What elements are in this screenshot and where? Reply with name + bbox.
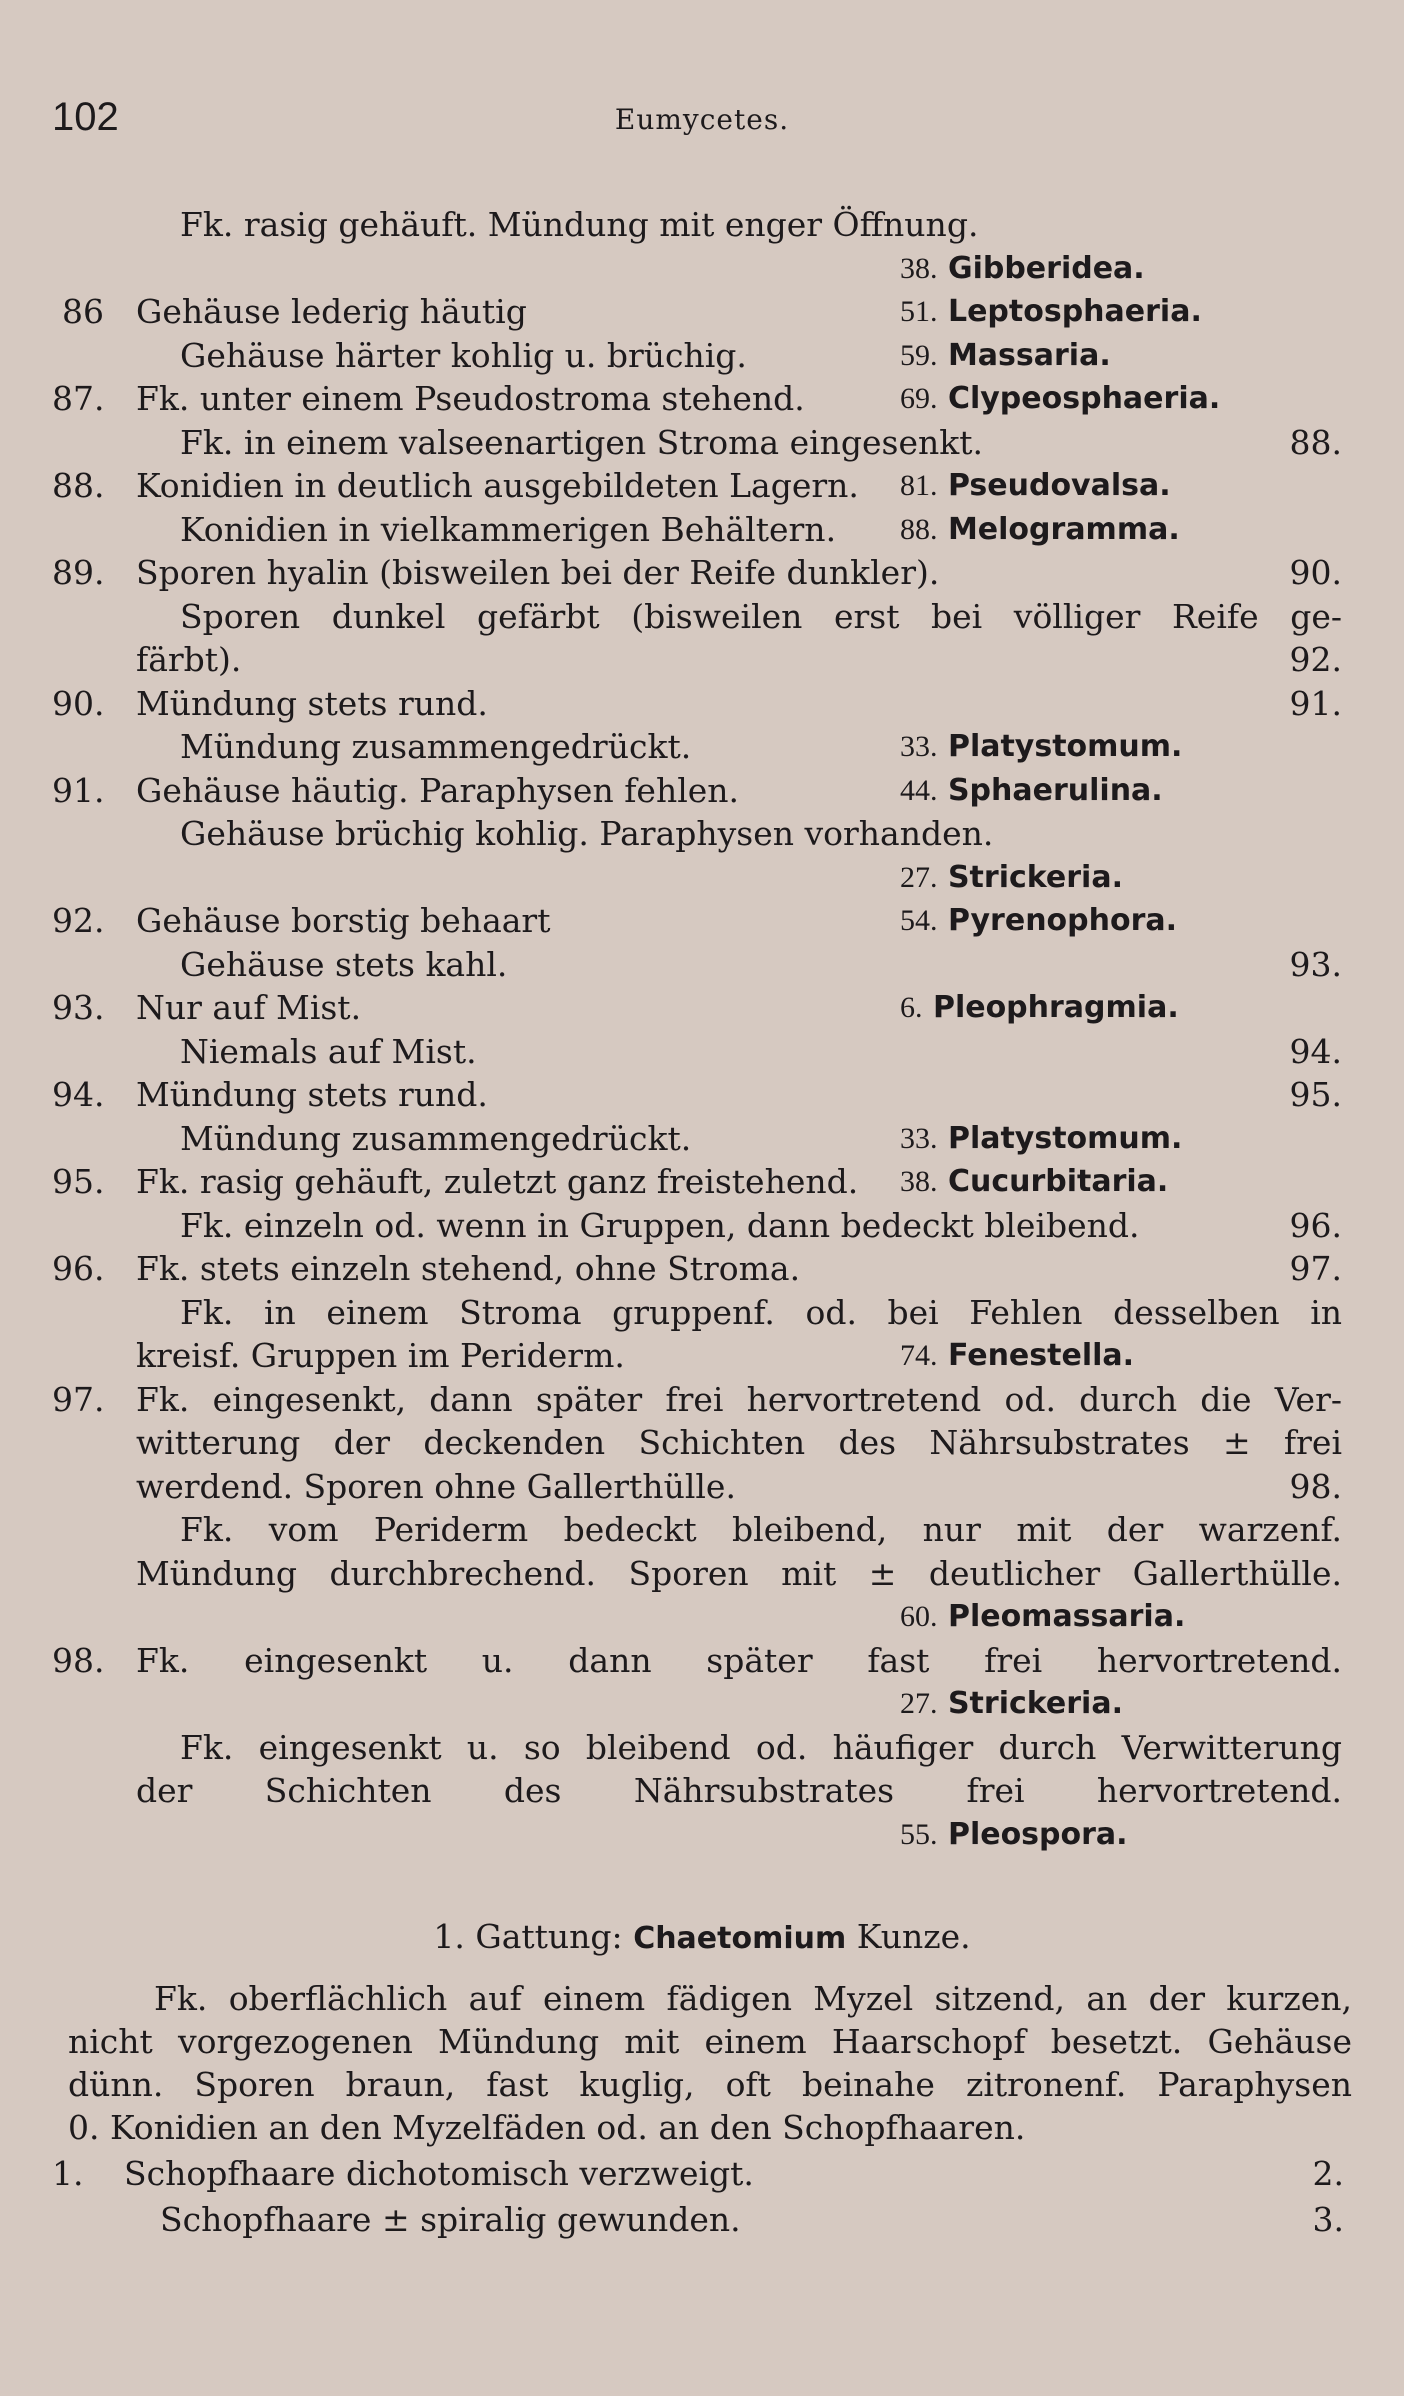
key-line [0, 1161, 1404, 1203]
key-lead-number: 93. [1289, 944, 1342, 984]
genus-reference [900, 1596, 1185, 1638]
key-line [0, 683, 1404, 725]
genus-reference-name: Strickeria. [947, 1686, 1123, 1721]
key-text: Mündung zusammengedrückt. [180, 1118, 692, 1158]
genus-reference-name: Clypeosphaeria. [947, 381, 1221, 416]
subkey-lead: 3. [1312, 2200, 1344, 2239]
key-text: Niemals auf Mist. [180, 1031, 477, 1071]
description-line: Fk. oberflächlich auf einem fädigen Myzel sitzend, an der kurzen, [154, 1979, 1352, 2018]
genus-reference-number: 51. [900, 295, 938, 328]
subkey-lead: 2. [1312, 2154, 1344, 2193]
key-text: Gehäuse borstig behaart [136, 901, 551, 940]
key-text: Mündung stets rund. [136, 683, 488, 723]
genus-reference-name: Platystomum. [947, 1120, 1183, 1156]
key-text: Fk. rasig gehäuft. Mündung mit enger Öffnung. [180, 205, 979, 244]
genus-reference-name: Strickeria. [947, 859, 1123, 895]
key-line [0, 204, 1404, 246]
genus-reference-name: Gibberidea. [947, 250, 1145, 286]
page-header [0, 95, 1404, 145]
genus-heading-prefix: 1. Gattung: [433, 1917, 623, 1956]
key-line [0, 552, 1404, 594]
genus-reference-number: 74. [900, 1339, 938, 1372]
key-text: Gehäuse stets kahl. [180, 944, 508, 984]
key-text: Fk. in einem valseenartigen Stroma eingesenkt. [180, 422, 984, 462]
genus-heading-author: Kunze. [856, 1917, 971, 1956]
key-couplet-number: 97. [52, 1379, 105, 1419]
key-text: Konidien in deutlich ausgebildeten Lagern. [136, 466, 859, 505]
key-line [0, 857, 1404, 899]
key-couplet-number: 86 [62, 292, 104, 331]
key-line [0, 1335, 1404, 1377]
key-line [0, 639, 1404, 681]
key-text: Fk. vom Periderm bedeckt bleibend, nur mit der warzenf. [180, 1510, 1342, 1549]
genus-reference [900, 291, 1202, 333]
key-couplet-number: 91. [52, 770, 105, 810]
key-line [0, 509, 1404, 551]
key-text: Fk. eingesenkt u. dann später fast frei hervortretend. [136, 1640, 1342, 1680]
genus-reference [900, 509, 1180, 551]
key-text: werdend. Sporen ohne Gallerthülle. [136, 1466, 736, 1506]
subkey-text: Schopfhaare ± spiralig gewunden. [160, 2200, 741, 2239]
genus-reference [900, 726, 1182, 768]
key-text: Fk. stets einzeln stehend, ohne Stroma. [136, 1249, 801, 1288]
key-text: Fk. einzeln od. wenn in Gruppen, dann bedeckt bleibend. [180, 1205, 1140, 1245]
key-text: färbt). [136, 640, 242, 679]
key-text: Mündung zusammengedrückt. [180, 727, 692, 766]
genus-reference [900, 465, 1171, 507]
key-couplet-number: 92. [52, 901, 105, 940]
subkey-text: Schopfhaare dichotomisch verzweigt. [124, 2154, 754, 2193]
description-line: 0. Konidien an den Myzelfäden od. an den Schopfhaaren. [68, 2108, 1026, 2147]
key-couplet-number: 95. [52, 1162, 105, 1201]
key-lead-number: 92. [1289, 640, 1342, 679]
genus-reference-number: 27. [900, 1687, 938, 1720]
key-text: Sporen hyalin (bisweilen bei der Reife dunkler). [136, 553, 940, 592]
genus-reference-name: Sphaerulina. [947, 772, 1163, 808]
key-text: Fk. unter einem Pseudostroma stehend. [136, 379, 805, 418]
genus-reference-name: Fenestella. [947, 1338, 1135, 1373]
genus-reference [900, 335, 1111, 377]
genus-reference-number: 54. [900, 904, 938, 937]
subkey-line [0, 2199, 1404, 2241]
genus-reference-number: 44. [900, 773, 938, 807]
subkey-line [0, 2153, 1404, 2195]
key-couplet-number: 96. [52, 1249, 105, 1288]
page-number: 102 [52, 95, 119, 139]
key-text: Konidien in vielkammerigen Behältern. [180, 509, 837, 549]
key-text: Mündung stets rund. [136, 1075, 488, 1114]
key-line [0, 1205, 1404, 1247]
genus-reference-number: 81. [900, 469, 938, 502]
key-lead-number: 88. [1289, 422, 1342, 462]
key-line [0, 1118, 1404, 1160]
key-text: Fk. eingesenkt u. so bleibend od. häufiger durch Verwitterung [180, 1727, 1342, 1767]
key-text: Fk. in einem Stroma gruppenf. od. bei Fehlen desselben in [180, 1292, 1342, 1332]
genus-reference-number: 55. [900, 1817, 938, 1851]
key-lead-number: 94. [1289, 1031, 1342, 1071]
genus-reference-number: 88. [900, 512, 938, 546]
key-text: Fk. eingesenkt, dann später frei hervortretend od. durch die Ver- [136, 1379, 1342, 1419]
key-line [0, 1770, 1404, 1812]
genus-reference-name: Pyrenophora. [947, 903, 1178, 938]
key-lead-number: 90. [1289, 553, 1342, 592]
key-text: Sporen dunkel gefärbt (bisweilen erst bei völliger Reife ge- [180, 596, 1342, 636]
key-line [0, 378, 1404, 420]
genus-reference-number: 60. [900, 1600, 938, 1633]
key-text: Nur auf Mist. [136, 988, 362, 1027]
key-lead-number: 96. [1289, 1205, 1342, 1245]
key-line [0, 1422, 1404, 1464]
key-couplet-number: 87. [52, 379, 105, 418]
key-text: Mündung durchbrechend. Sporen mit ± deutlicher Gallerthülle. [136, 1553, 1342, 1593]
key-line [0, 335, 1404, 377]
key-line [0, 596, 1404, 638]
key-text: Gehäuse häutig. Paraphysen fehlen. [136, 770, 740, 810]
description-line: dünn. Sporen braun, fast kuglig, oft beinahe zitronenf. Paraphysen [68, 2065, 1352, 2104]
genus-reference-name: Pleomassaria. [947, 1599, 1186, 1634]
key-line [0, 900, 1404, 942]
genus-reference [900, 378, 1220, 420]
genus-reference-number: 27. [900, 860, 938, 894]
key-text: kreisf. Gruppen im Periderm. [136, 1336, 625, 1375]
key-line [0, 1292, 1404, 1334]
key-couplet-number: 98. [52, 1640, 105, 1680]
key-couplet-number: 89. [52, 553, 105, 592]
key-line [0, 1031, 1404, 1073]
key-text: Gehäuse lederig häutig [136, 292, 527, 331]
key-line [0, 1640, 1404, 1682]
key-line [0, 1509, 1404, 1551]
genus-reference-number: 59. [900, 338, 938, 372]
genus-reference-number: 33. [900, 1121, 938, 1155]
genus-reference [900, 857, 1123, 899]
key-lead-number: 97. [1289, 1249, 1342, 1288]
key-text: der Schichten des Nährsubstrates frei hervortretend. [136, 1771, 1342, 1810]
key-line [0, 422, 1404, 464]
genus-description [68, 1977, 1352, 2149]
genus-reference-number: 69. [900, 382, 938, 415]
key-line [0, 987, 1404, 1029]
key-text: Gehäuse härter kohlig u. brüchig. [180, 335, 747, 375]
genus-reference [900, 248, 1145, 290]
running-title: Eumycetes. [614, 103, 790, 136]
key-couplet-number: 93. [52, 988, 105, 1027]
genus-reference-name: Platystomum. [947, 729, 1183, 764]
genus-reference [900, 987, 1179, 1029]
key-line [0, 1248, 1404, 1290]
subkey-number: 1. [52, 2154, 84, 2193]
genus-reference [900, 900, 1177, 942]
genus-heading-name: Chaetomium [633, 1921, 847, 1956]
key-line [0, 1727, 1404, 1769]
key-line [0, 726, 1404, 768]
genus-reference-number: 38. [900, 251, 938, 285]
genus-reference-name: Pleophragmia. [932, 990, 1179, 1025]
key-line [0, 944, 1404, 986]
key-couplet-number: 90. [52, 683, 105, 723]
genus-reference-number: 6. [900, 991, 923, 1024]
key-lead-number: 95. [1289, 1075, 1342, 1114]
genus-reference-number: 38. [900, 1165, 938, 1198]
key-line [0, 248, 1404, 290]
key-lead-number: 98. [1289, 1466, 1342, 1506]
genus-reference-name: Leptosphaeria. [947, 294, 1202, 329]
genus-reference [900, 1683, 1123, 1725]
key-couplet-number: 88. [52, 466, 105, 505]
genus-reference [900, 1335, 1134, 1377]
description-line: nicht vorgezogenen Mündung mit einem Haarschopf besetzt. Gehäuse [68, 2022, 1352, 2061]
genus-reference [900, 1118, 1182, 1160]
genus-reference-name: Pleospora. [947, 1816, 1128, 1852]
genus-reference-name: Pseudovalsa. [947, 468, 1171, 503]
genus-reference-name: Melogramma. [947, 511, 1180, 547]
key-line [0, 1596, 1404, 1638]
key-couplet-number: 94. [52, 1075, 105, 1114]
genus-reference-number: 33. [900, 730, 938, 763]
key-line [0, 1553, 1404, 1595]
genus-reference-name: Cucurbitaria. [947, 1164, 1169, 1199]
genus-reference [900, 1161, 1168, 1203]
key-text: Gehäuse brüchig kohlig. Paraphysen vorhanden. [180, 814, 994, 853]
key-line [0, 1814, 1404, 1856]
genus-reference [900, 770, 1163, 812]
key-line [0, 813, 1404, 855]
key-line [0, 465, 1404, 507]
key-line [0, 291, 1404, 333]
key-lead-number: 91. [1289, 683, 1342, 723]
key-line [0, 770, 1404, 812]
key-text: Fk. rasig gehäuft, zuletzt ganz freistehend. [136, 1162, 859, 1201]
key-line [0, 1074, 1404, 1116]
key-text: witterung der deckenden Schichten des Nährsubstrates ± frei [136, 1423, 1342, 1462]
genus-reference-name: Massaria. [947, 337, 1111, 373]
genus-reference [900, 1814, 1128, 1856]
genus-heading [0, 1917, 1404, 1956]
key-line [0, 1379, 1404, 1421]
key-line [0, 1466, 1404, 1508]
key-line [0, 1683, 1404, 1725]
